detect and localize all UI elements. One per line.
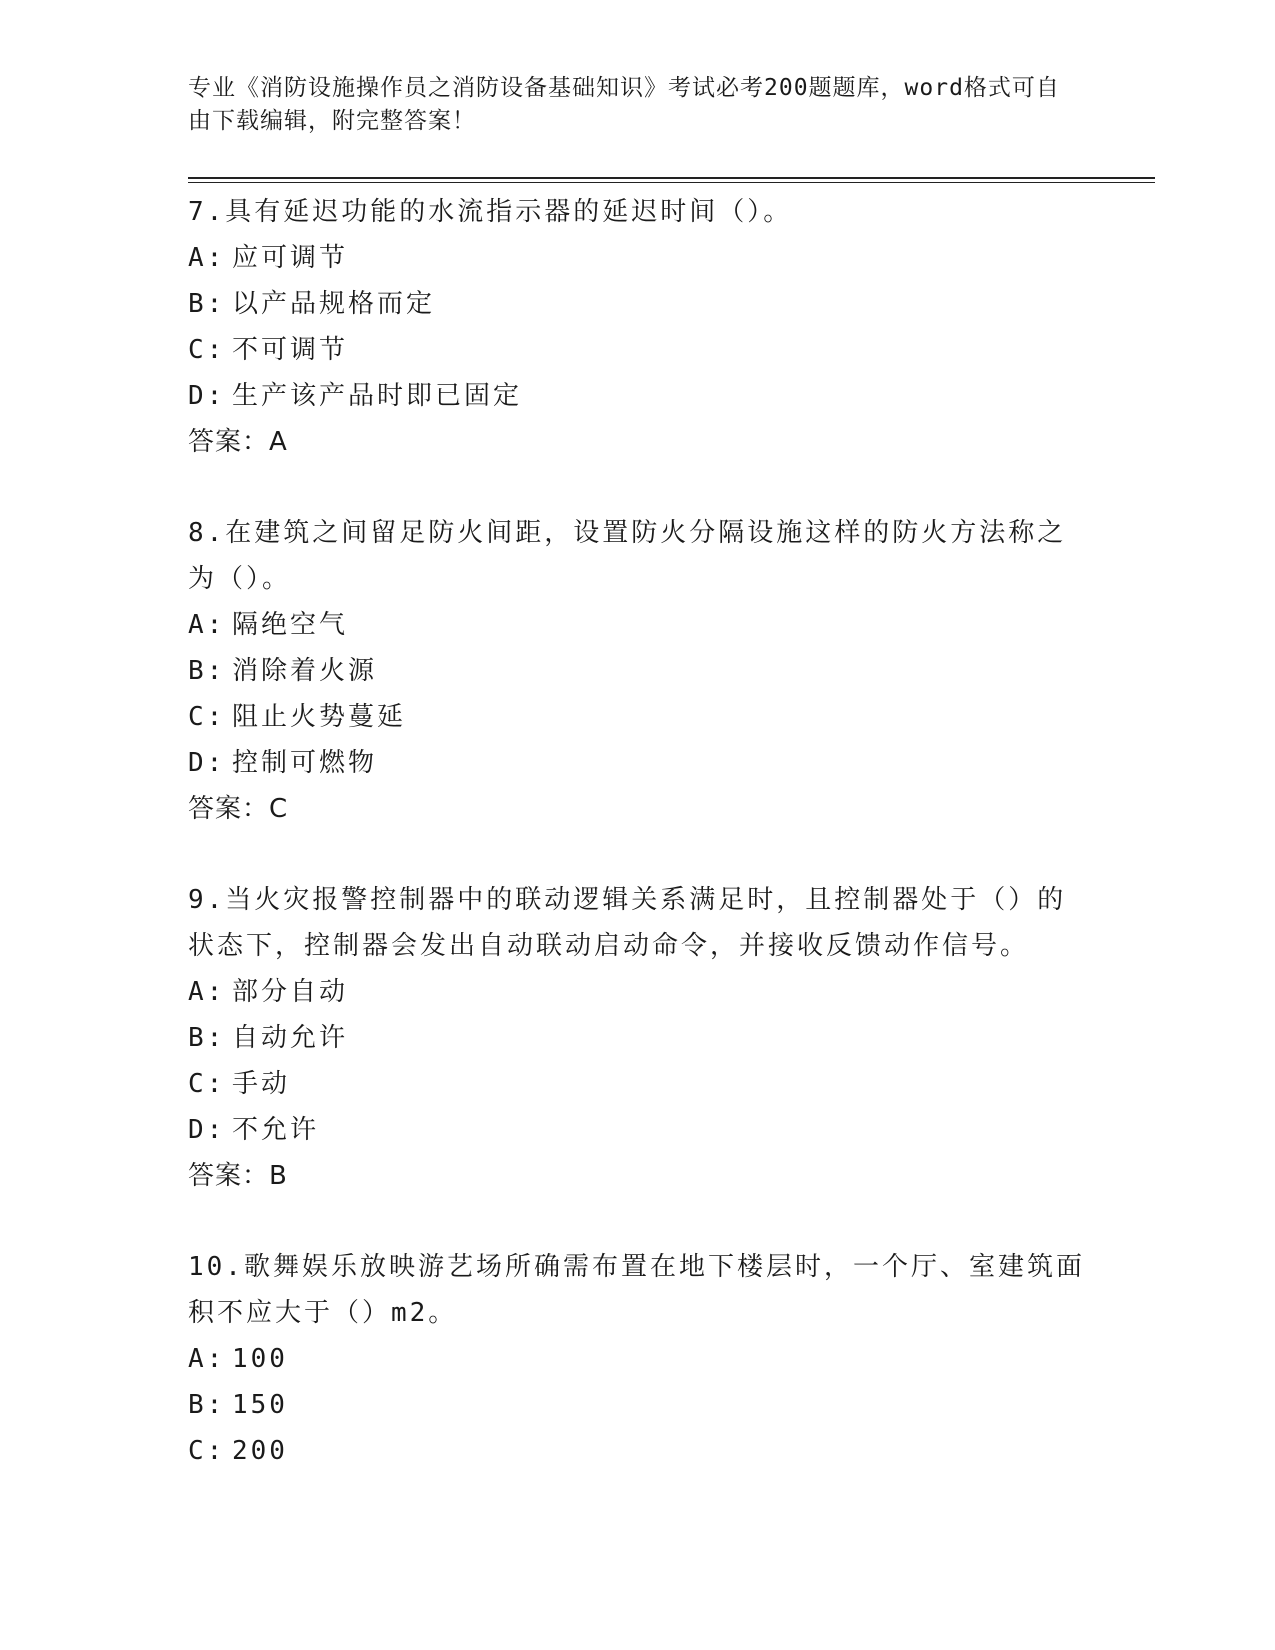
option-a xyxy=(188,235,1088,281)
option-c xyxy=(188,327,1088,373)
question-stem: 8.在建筑之间留足防火间距，设置防火分隔设施这样的防火方法称之为（）。 xyxy=(188,518,1067,594)
option-text: 控制可燃物 xyxy=(232,748,378,778)
question-10 xyxy=(188,1244,1088,1474)
option-letter: C: xyxy=(188,335,226,365)
option-a xyxy=(188,1336,1088,1382)
option-letter: C: xyxy=(188,702,226,732)
option-text: 生产该产品时即已固定 xyxy=(232,381,523,411)
option-b xyxy=(188,1015,1088,1061)
option-c xyxy=(188,1428,1088,1474)
option-text: 100 xyxy=(232,1344,288,1374)
option-text: 以产品规格而定 xyxy=(232,289,436,319)
answer-line: 答案：B xyxy=(188,1161,288,1191)
option-letter: A: xyxy=(188,243,226,273)
option-b xyxy=(188,648,1088,694)
document-header: 专业《消防设施操作员之消防设备基础知识》考试必考200题题库，word格式可自由下载编辑，附完整答案！ xyxy=(188,75,1060,134)
option-letter: D: xyxy=(188,381,226,411)
question-stem: 7.具有延迟功能的水流指示器的延迟时间（）。 xyxy=(188,197,793,227)
question-stem: 9.当火灾报警控制器中的联动逻辑关系满足时，且控制器处于（）的状态下，控制器会发出自动联动启动命令，并接收反馈动作信号。 xyxy=(188,885,1067,961)
question-gap xyxy=(188,465,1088,510)
question-list xyxy=(188,189,1088,1474)
option-text: 应可调节 xyxy=(232,243,349,273)
option-text: 阻止火势蔓延 xyxy=(232,702,407,732)
question-8 xyxy=(188,510,1088,832)
question-7 xyxy=(188,189,1088,465)
option-text: 200 xyxy=(232,1436,288,1466)
option-letter: D: xyxy=(188,1115,226,1145)
option-text: 自动允许 xyxy=(232,1023,349,1053)
option-letter: C: xyxy=(188,1436,226,1466)
option-d xyxy=(188,373,1088,419)
question-stem: 10.歌舞娱乐放映游艺场所确需布置在地下楼层时，一个厅、室建筑面积不应大于（）m2。 xyxy=(188,1252,1085,1328)
option-d xyxy=(188,740,1088,786)
option-text: 消除着火源 xyxy=(232,656,378,686)
option-letter: C: xyxy=(188,1069,226,1099)
question-gap xyxy=(188,832,1088,877)
option-a xyxy=(188,969,1088,1015)
option-letter: B: xyxy=(188,289,226,319)
header-divider-thick xyxy=(188,177,1155,179)
option-a xyxy=(188,602,1088,648)
option-letter: A: xyxy=(188,977,226,1007)
question-9 xyxy=(188,877,1088,1199)
option-text: 不允许 xyxy=(232,1115,320,1145)
option-text: 手动 xyxy=(232,1069,291,1099)
option-letter: A: xyxy=(188,610,226,640)
option-c xyxy=(188,694,1088,740)
question-gap xyxy=(188,1199,1088,1244)
header-divider-thin xyxy=(188,182,1155,183)
option-letter: A: xyxy=(188,1344,226,1374)
option-letter: B: xyxy=(188,1023,226,1053)
answer-line: 答案：A xyxy=(188,427,288,457)
option-letter: B: xyxy=(188,656,226,686)
option-d xyxy=(188,1107,1088,1153)
option-c xyxy=(188,1061,1088,1107)
option-b xyxy=(188,1382,1088,1428)
answer-line: 答案：C xyxy=(188,794,289,824)
option-letter: D: xyxy=(188,748,226,778)
option-text: 不可调节 xyxy=(232,335,349,365)
option-text: 150 xyxy=(232,1390,288,1420)
option-text: 部分自动 xyxy=(232,977,349,1007)
option-b xyxy=(188,281,1088,327)
option-text: 隔绝空气 xyxy=(232,610,349,640)
option-letter: B: xyxy=(188,1390,226,1420)
